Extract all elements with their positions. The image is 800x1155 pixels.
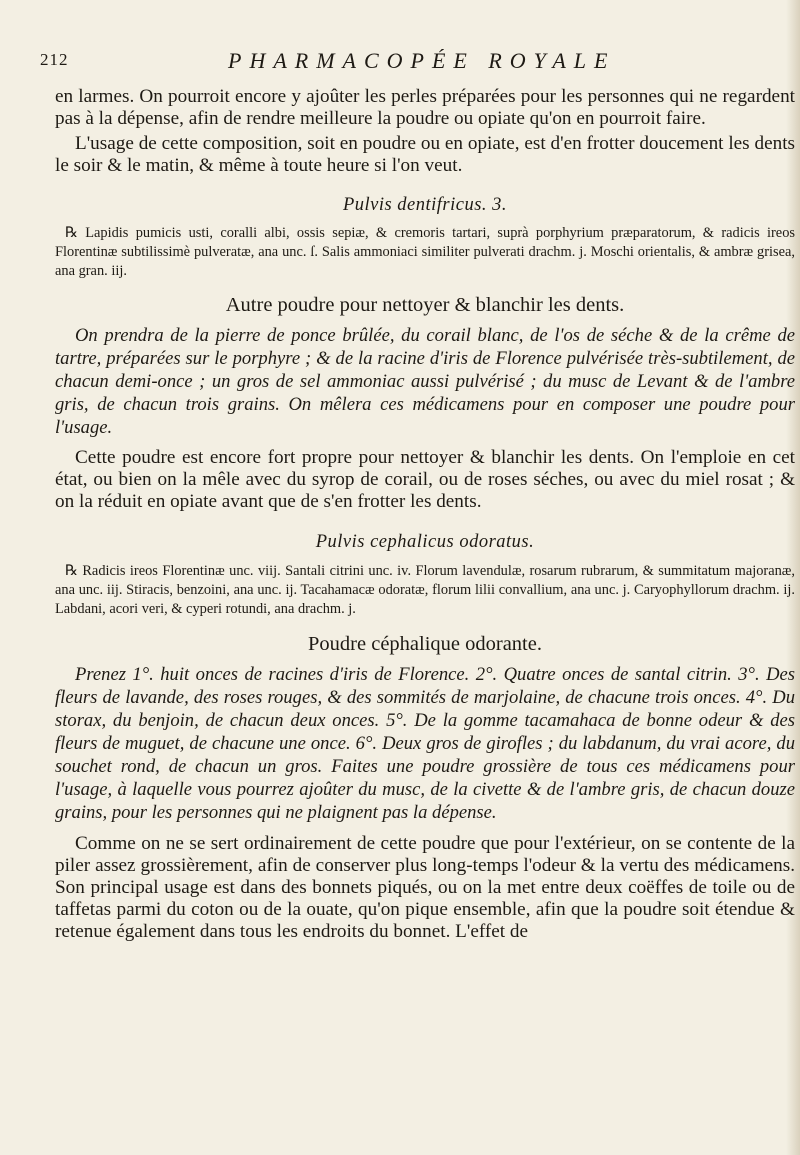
page-body — [55, 86, 795, 943]
running-title: PHARMACOPÉE ROYALE — [228, 48, 616, 73]
heading-pulvis-dentifricus: Pulvis dentifricus. 3. — [342, 195, 508, 215]
latin-recipe-cephalicus: ℞ Radicis ireos Florentinæ unc. viij. Santali citrini unc. iv. Florum lavendulæ, rosarum rubrarum, & summitatum majoranæ, ana unc. iij. Stiracis, benzoini, ana unc. ij. Tacahamacæ odoratæ, florum lilii convallium, ana unc. j. Caryophyllorum drachm. ij. Labdani, acori veri, & cyperi rotundi, ana drachm. j. — [55, 563, 795, 617]
french-recipe-dentifrice: On prendra de la pierre de ponce brûlée, du corail blanc, de l'os de séche & de la crême de tartre, préparées sur le porphyre ; & de la racine d'iris de Florence pulvérisée très-subtilement, de chacun demi-once ; un gros de sel ammoniac aussi pulvérisé ; du musc de Levant & de l'ambre gris, de chacun trois grains. On mêlera ces médicamens pour en composer une poudre pour l'usage. — [55, 325, 795, 438]
paragraph-larmes: en larmes. On pourroit encore y ajoûter les perles préparées pour les personnes qui ne regardent pas à la dépense, afin de rendre meilleure la poudre ou opiate qu'on en pourroit faire. — [55, 86, 795, 129]
heading-poudre-cephalique: Poudre céphalique odorante. — [308, 633, 542, 655]
paragraph-usage: L'usage de cette composition, soit en poudre ou en opiate, est d'en frotter doucement les dents le soir & le matin, & même à toute heure si l'on veut. — [55, 133, 795, 176]
page-header — [40, 48, 785, 88]
paragraph-comme-on: Comme on ne se sert ordinairement de cette poudre que pour l'extérieur, on se contente de la piler assez grossièrement, afin de conserver plus long-temps l'odeur & la vertu des médicamens. Son principal usage est dans des bonnets piqués, ou on la met entre deux coëffes de toile ou de taffetas parmi du coton ou de la ouate, qu'on pique ensemble, afin que la poudre soit étendue & retenue également dans tous les endroits du bonnet. L'effet de — [55, 833, 795, 942]
paragraph-cette-poudre: Cette poudre est encore fort propre pour nettoyer & blanchir les dents. On l'emploie en cet état, ou bien on la mêle avec du syrop de corail, ou de roses séches, ou avec du miel rosat ; & on la réduit en opiate avant que de s'en frotter les dents. — [55, 447, 795, 512]
french-recipe-cephalique: Prenez 1°. huit onces de racines d'iris de Florence. 2°. Quatre onces de santal citrin. 3°. Des fleurs de lavande, des roses rouges, & des sommités de marjolaine, de chacune trois onces. 4°. Du storax, du benjoin, de chacun deux onces. 5°. De la gomme tacamahaca de bonne odeur & des fleurs de muguet, de chacune une once. 6°. Deux gros de girofles ; du labdanum, du vrai acore, du souchet rond, de chacun un gros. Faites une poudre grossière de tous ces médicamens pour l'usage, à laquelle vous pourrez ajoûter du musc, de la civette & de l'ambre gris, de chacun douze grains, pour les personnes qui ne plaignent pas la dépense. — [55, 664, 795, 823]
heading-pulvis-cephalicus: Pulvis cephalicus odoratus. — [315, 532, 535, 552]
heading-autre-poudre: Autre poudre pour nettoyer & blanchir les dents. — [225, 294, 625, 316]
latin-recipe-dentifricus: ℞ Lapidis pumicis usti, coralli albi, ossis sepiæ, & cremoris tartari, suprà porphyrium præparatorum, & radicis ireos Florentinæ subtilissimè pulveratæ, ana unc. ſ. Salis ammoniaci similiter pulverati drachm. j. Moschi orientalis, & ambræ grisea, ana gran. iij. — [55, 225, 795, 279]
page-number: 212 — [40, 50, 69, 69]
